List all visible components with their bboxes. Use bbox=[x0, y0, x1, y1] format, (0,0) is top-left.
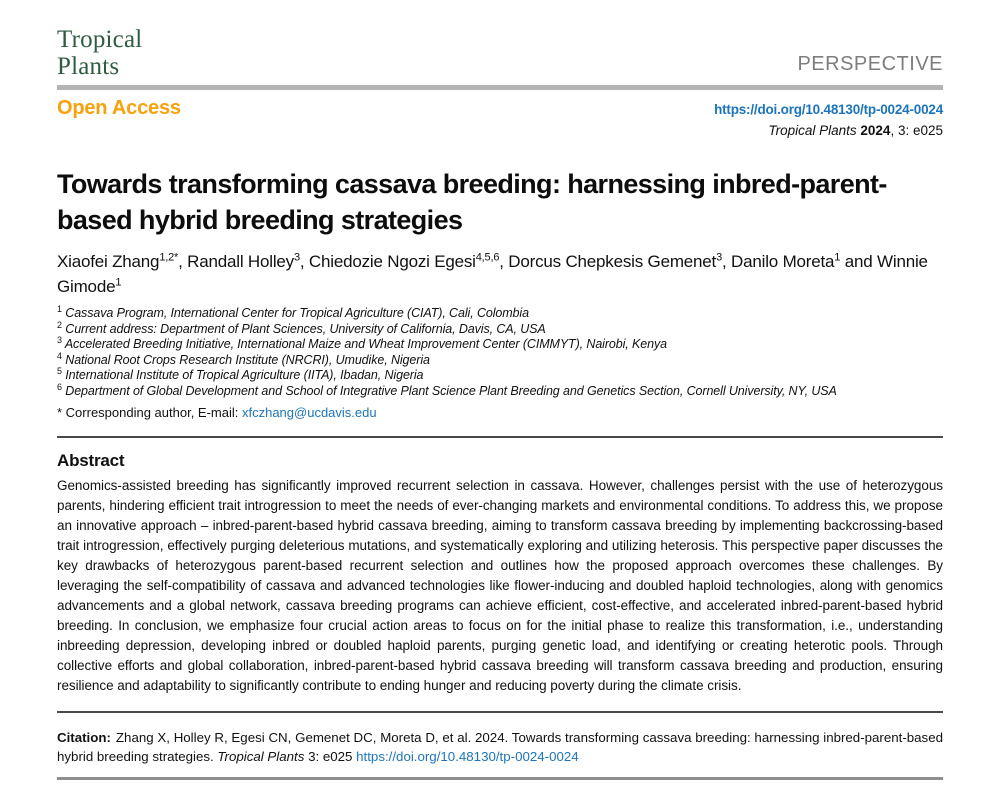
citation-block bbox=[57, 728, 943, 766]
issue-journal-name: Tropical Plants bbox=[768, 123, 861, 138]
citation-journal-name: Tropical Plants bbox=[217, 748, 305, 764]
citation-label: Citation: bbox=[57, 729, 111, 745]
journal-logo bbox=[57, 26, 142, 80]
affiliation-item: $^4$ National Root Crops Research Institute (NRCRI), Umudike, Nigeria bbox=[57, 350, 430, 367]
header-divider-bar bbox=[57, 85, 943, 90]
affiliation-item: $^2$ Current address: Department of Plant Sciences, University of California, Davis, CA, USA bbox=[57, 319, 546, 336]
author-name: Randall Holley bbox=[187, 252, 294, 271]
bottom-rule bbox=[57, 777, 943, 780]
email-link[interactable]: xfczhang@ucdavis.edu bbox=[241, 404, 377, 420]
header-top-row bbox=[57, 26, 943, 80]
author-affiliation-superscript: 1 bbox=[115, 276, 122, 289]
publication-info bbox=[714, 97, 943, 141]
header-sub-row bbox=[57, 97, 943, 141]
abstract-text: Genomics-assisted breeding has significantly improved recurrent selection in cassava. However, challenges persist with the use of heterozygous parents, hindering efficient trait introgression to meet the needs of ever-changing markets and environmental conditions. To address this, we propose an innovative approach – inbred-parent-based hybrid cassava breeding, aiming to transform cassava breeding by implementing backcrossing-based trait introgression, effectively purging deleterious mutations, and systematically exploring and utilizing heterosis. This perspective paper discusses the key drawbacks of heterozygous parent-based recurrent selection and outlines how the proposed approach overcomes these challenges. By leveraging the self-compatibility of cassava and advanced technologies like flower-inducing and doubled haploid technologies, along with genomics advancements and a global network, cassava breeding programs can achieve efficient, cost-effective, and accelerated inbred-parent-based hybrid breeding. In conclusion, we emphasize four crucial action areas to focus on for the initial phase to realize this transformation, i.e., understanding inbreeding depression, developing inbred or doubled haploid parents, purging genetic load, and identifying or creating heterotic pools. Through collective efforts and global collaboration, inbred-parent-based hybrid cassava breeding will transform cassava breeding and production, ensuring resilience and adaptability to significantly contribute to ending hunger and reducing poverty during the climate crisis. bbox=[57, 477, 943, 693]
issue-volume-page: , 3: e025 bbox=[890, 123, 943, 138]
article-title: Towards transforming cassava breeding: harnessing inbred-parent-based hybrid breeding strategies bbox=[57, 169, 887, 235]
abstract-top-rule bbox=[57, 436, 943, 438]
author-affiliation-superscript: 3 bbox=[716, 251, 722, 264]
issue-year: 2024 bbox=[860, 123, 891, 138]
abstract-heading: Abstract bbox=[57, 450, 125, 470]
author-name: Chiedozie Ngozi Egesi bbox=[308, 252, 476, 271]
citation-doi-link[interactable]: https://doi.org/10.48130/tp-0024-0024 bbox=[356, 748, 579, 764]
author-name: Winnie Gimode bbox=[57, 252, 928, 296]
journal-logo-line1: Tropical bbox=[57, 26, 143, 53]
affiliation-item: $^3$ Accelerated Breeding Initiative, International Maize and Wheat Improvement Center (CIMMYT), Nairobi, Kenya bbox=[57, 335, 667, 352]
open-access-badge: Open Access bbox=[57, 97, 181, 119]
header-doi-link[interactable]: https://doi.org/10.48130/tp-0024-0024 bbox=[714, 102, 943, 117]
author-affiliation-superscript: 4,5,6 bbox=[475, 251, 500, 264]
corresponding-label: * Corresponding author, E-mail: bbox=[57, 404, 242, 420]
author-affiliation-superscript: 1,2* bbox=[159, 251, 179, 264]
author-list: Xiaofei Zhang$^{1,2*}$, Randall Holley$^3$, Chiedozie Ngozi Egesi$^{4,5,6}$, Dorcus Chepkesis Gemenet$^3$, Danilo Moreta$^1$ and Winnie Gimode$^1$ bbox=[57, 251, 928, 296]
affiliation-item: $^1$ Cassava Program, International Center for Tropical Agriculture (CIAT), Cali, Colombia bbox=[57, 303, 529, 320]
author-affiliation-superscript: 3 bbox=[293, 251, 300, 264]
author-name: Dorcus Chepkesis Gemenet bbox=[508, 252, 717, 271]
affiliation-item: $^5$ International Institute of Tropical Agriculture (IITA), Ibadan, Nigeria bbox=[57, 366, 424, 383]
citation-text: Zhang X, Holley R, Egesi CN, Gemenet DC, Moreta D, et al. 2024. Towards transforming cassava breeding: harnessing inbred-parent-based hybrid breeding strategies. bbox=[57, 729, 943, 764]
journal-header bbox=[57, 26, 943, 141]
author-name: Xiaofei Zhang bbox=[57, 252, 160, 271]
citation-top-rule bbox=[57, 711, 943, 713]
abstract-section bbox=[57, 451, 943, 696]
article-type-label: PERSPECTIVE bbox=[797, 53, 943, 75]
affiliation-item: $^6$ Department of Global Development and School of Integrative Plant Science Plant Breeding and Genetics Section, Cornell University, NY, USA bbox=[57, 381, 837, 398]
citation-volume-page: 3: e025 bbox=[304, 748, 357, 764]
issue-info bbox=[714, 120, 943, 141]
author-affiliation-superscript: 1 bbox=[834, 251, 841, 264]
journal-logo-line2: Plants bbox=[57, 53, 120, 80]
corresponding-author-line bbox=[57, 404, 943, 421]
affiliation-list bbox=[57, 303, 943, 400]
author-name: Danilo Moreta bbox=[731, 252, 835, 271]
